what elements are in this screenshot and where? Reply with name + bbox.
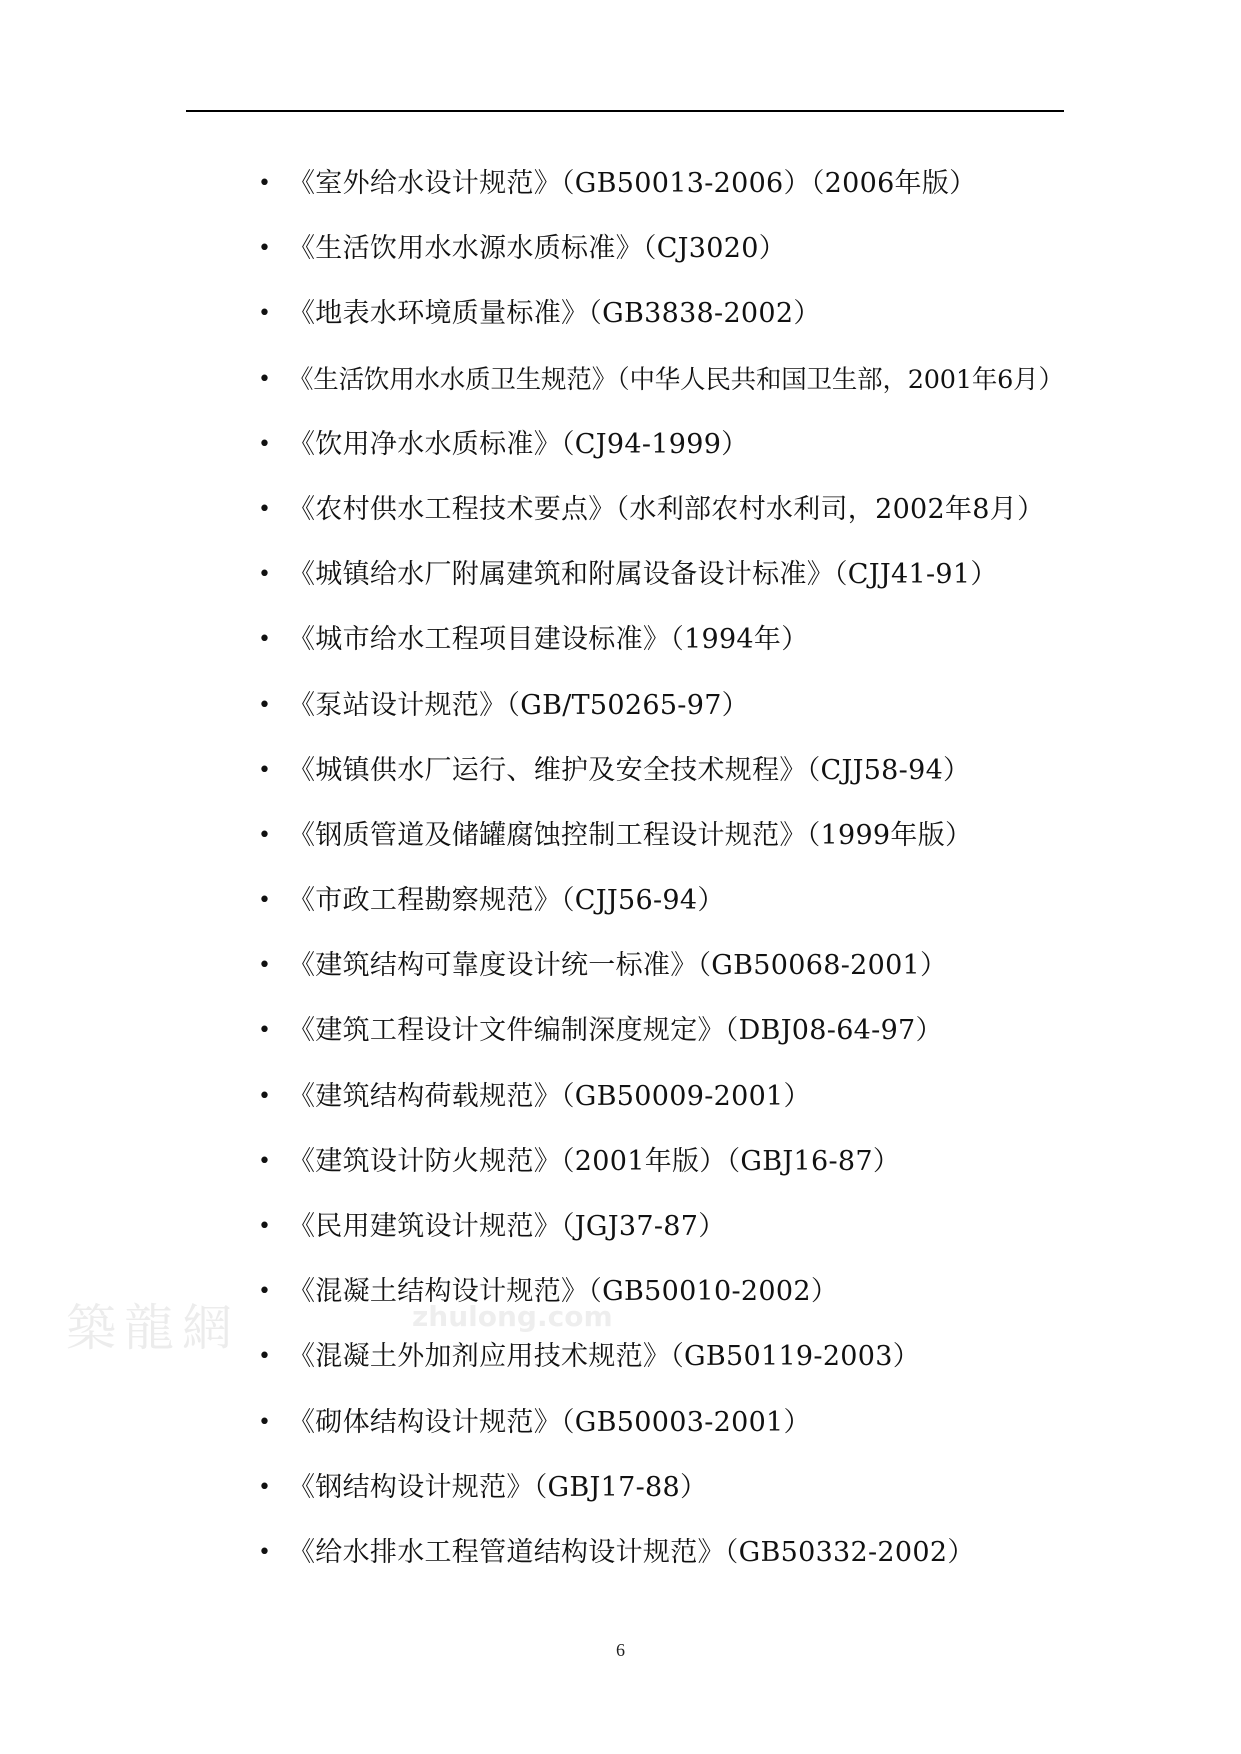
reference-text: 《地表水环境质量标准》（GB3838-2002） (288, 298, 821, 330)
reference-text: 《建筑结构可靠度设计统一标准》（GB50068-2001） (288, 950, 948, 982)
reference-text: 《生活饮用水水质卫生规范》（中华人民共和国卫生部，2001年6月） (288, 364, 1064, 395)
bullet: • (258, 1083, 272, 1109)
bullet: • (258, 431, 272, 457)
bullet: • (258, 562, 272, 588)
reference-text: 《建筑工程设计文件编制深度规定》（DBJ08-64-97） (288, 1015, 943, 1047)
bullet: • (258, 692, 272, 718)
reference-text: 《农村供水工程技术要点》（水利部农村水利司，2002年8月） (288, 493, 1045, 525)
header-rule (186, 110, 1064, 112)
reference-text: 《市政工程勘察规范》（CJJ56-94） (288, 885, 725, 917)
bullet: • (258, 757, 272, 783)
reference-text: 《建筑结构荷载规范》（GB50009-2001） (288, 1080, 811, 1112)
reference-text: 《城市给水工程项目建设标准》（1994年） (288, 624, 809, 656)
bullet: • (258, 1539, 272, 1565)
reference-text: 《城镇供水厂运行、维护及安全技术规程》（CJJ58-94） (288, 754, 971, 786)
bullet: • (258, 1474, 272, 1500)
reference-text: 《室外给水设计规范》（GB50013-2006）（2006年版） (288, 168, 977, 199)
bullet: • (258, 888, 272, 914)
reference-text: 《砌体结构设计规范》（GB50003-2001） (288, 1406, 811, 1438)
reference-text: 《建筑设计防火规范》（2001年版）（GBJ16-87） (288, 1145, 901, 1177)
bullet: • (258, 953, 272, 979)
reference-text: 《钢质管道及储罐腐蚀控制工程设计规范》（1999年版） (288, 819, 973, 851)
bullet: • (258, 1409, 272, 1435)
reference-text: 《民用建筑设计规范》（JGJ37-87） (288, 1211, 726, 1242)
bullet: • (258, 1344, 272, 1370)
watermark-site: zhulong.com (412, 1300, 613, 1333)
reference-text: 《混凝土结构设计规范》（GB50010-2002） (288, 1276, 839, 1308)
bullet: • (258, 496, 272, 522)
reference-text: 《泵站设计规范》（GB/T50265-97） (288, 689, 749, 721)
bullet: • (258, 1148, 272, 1174)
bullet: • (258, 822, 272, 848)
bullet: • (258, 1018, 272, 1044)
reference-text: 《饮用净水水质标准》（CJ94-1999） (288, 428, 749, 460)
bullet: • (258, 171, 272, 196)
bullet: • (258, 1279, 272, 1305)
reference-text: 《钢结构设计规范》（GBJ17-88） (288, 1471, 708, 1503)
reference-text: 《生活饮用水水源水质标准》（CJ3020） (288, 233, 786, 265)
page-number: 6 (616, 1640, 625, 1660)
reference-text: 《城镇给水厂附属建筑和附属设备设计标准》（CJJ41-91） (288, 559, 998, 591)
bullet: • (258, 627, 272, 653)
reference-text: 《给水排水工程管道结构设计规范》（GB50332-2002） (288, 1536, 975, 1568)
bullet: • (258, 236, 272, 262)
bullet: • (258, 366, 272, 392)
watermark-logo: 築龍網 (66, 1299, 240, 1357)
reference-text: 《混凝土外加剂应用技术规范》（GB50119-2003） (288, 1341, 921, 1373)
bullet: • (258, 1214, 272, 1239)
bullet: • (258, 301, 272, 327)
